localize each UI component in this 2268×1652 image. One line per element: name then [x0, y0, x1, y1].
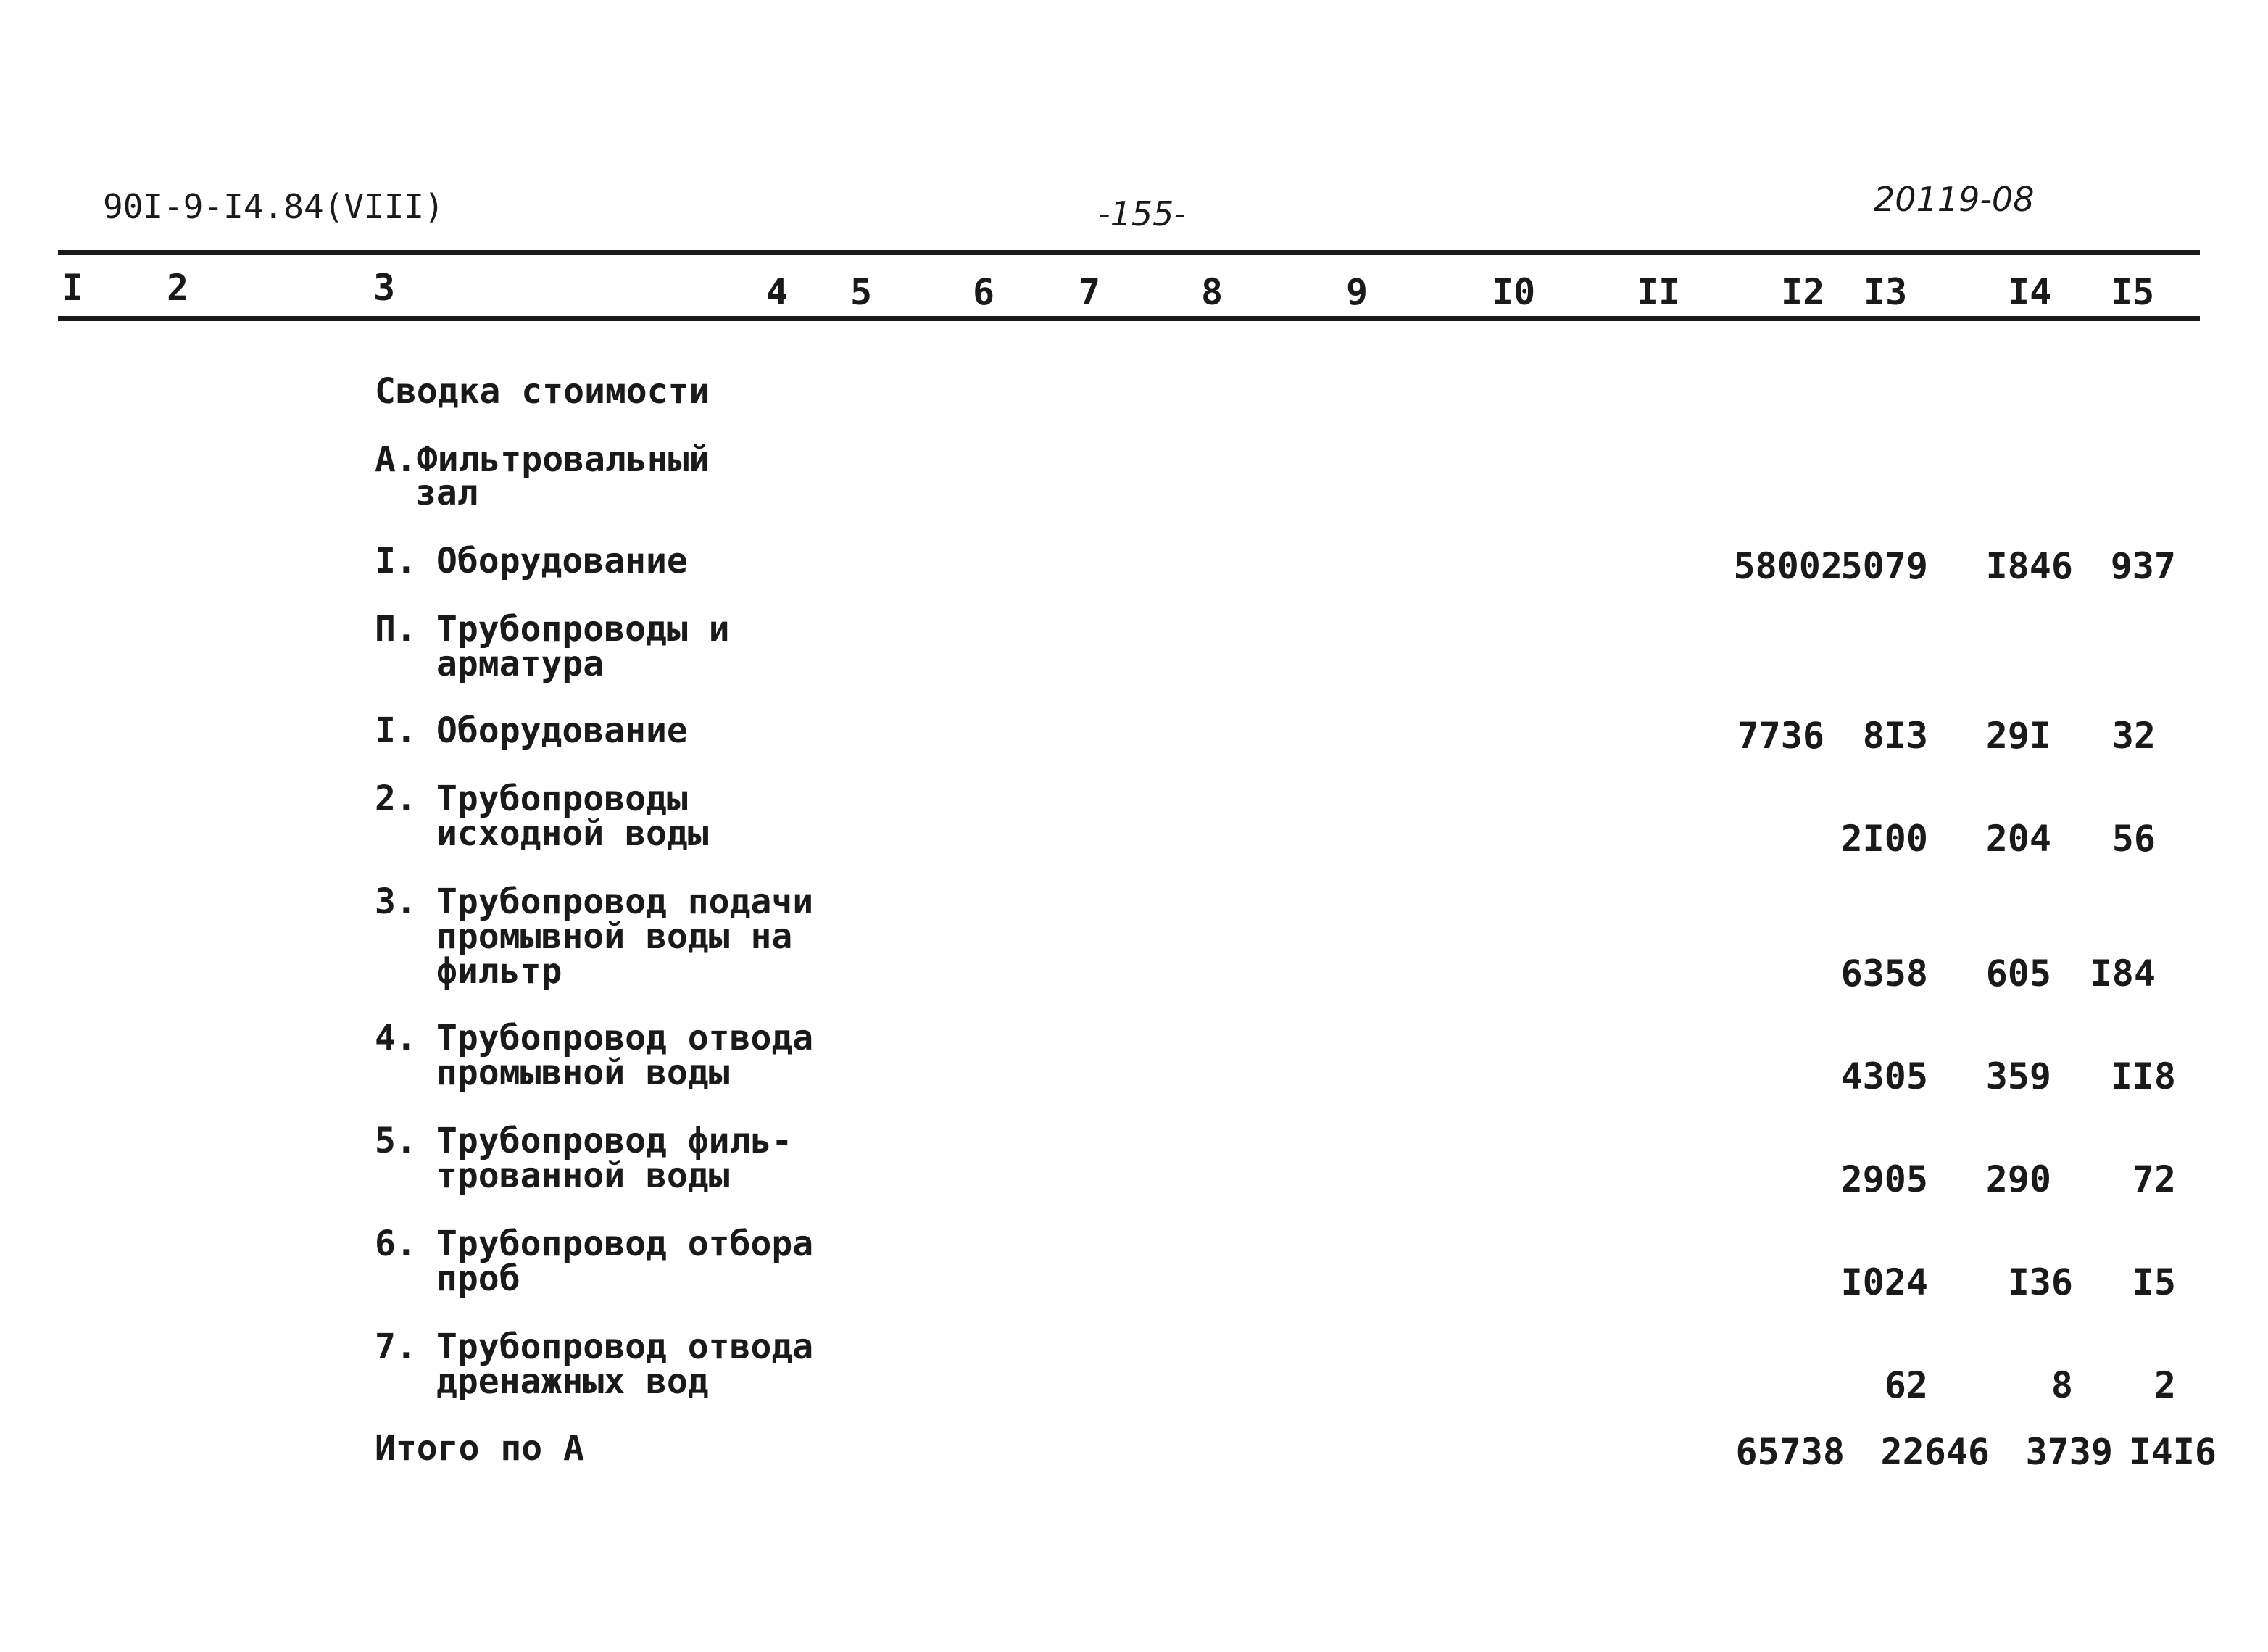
col-15: I5: [2111, 271, 2155, 313]
row-number: П.: [375, 609, 417, 649]
header-rule: [58, 316, 2200, 321]
cell-col14: I846: [1985, 545, 2073, 587]
col-11: II: [1637, 271, 1681, 313]
cell-col14: 290: [1985, 1158, 2051, 1200]
col-8: 8: [1201, 271, 1224, 313]
row-label-cont: дренажных вод: [436, 1361, 709, 1402]
row-number: 6.: [375, 1224, 417, 1264]
cell-col14: I36: [2007, 1261, 2073, 1303]
section-a-title: А.Фильтровальный: [375, 439, 710, 480]
cell-col14: 29I: [1985, 715, 2051, 757]
cell-col15: 32: [2111, 715, 2156, 757]
cell-col14: 359: [1985, 1055, 2051, 1097]
document-code: 90I-9-I4.84(VIII): [103, 187, 444, 226]
col-1: I: [62, 267, 84, 309]
cell-col14: 8: [2051, 1364, 2073, 1406]
cell-col15: 56: [2111, 818, 2156, 860]
cell-col15: I84: [2090, 952, 2156, 995]
section-a-title-cont: зал: [415, 473, 478, 513]
row-label: Трубопровод отвода: [436, 1018, 814, 1058]
col-4: 4: [766, 271, 789, 313]
row-label-cont: арматура: [436, 644, 605, 684]
cell-col13: 8I3: [1862, 715, 1928, 757]
cell-col15: I5: [2132, 1261, 2176, 1303]
row-label: Трубопровод подачи: [436, 881, 814, 922]
row-number: 3.: [375, 881, 417, 922]
row-number: 4.: [375, 1018, 417, 1058]
col-9: 9: [1346, 271, 1368, 313]
row-number: 2.: [375, 779, 417, 819]
cell-col13: 4305: [1840, 1055, 1928, 1097]
col-14: I4: [2008, 271, 2052, 313]
row-number: 5.: [375, 1121, 417, 1161]
row-label: Трубопровод филь-: [436, 1121, 793, 1161]
col-3: 3: [373, 267, 396, 309]
row-label: Оборудование: [436, 710, 688, 751]
cell-col12: 58002: [1733, 545, 1843, 587]
cell-col15: 72: [2132, 1158, 2176, 1200]
cell-col13: 2I00: [1840, 818, 1928, 860]
row-label-cont: трованной воды: [436, 1155, 730, 1196]
row-number: I.: [375, 541, 417, 581]
cell-col13: 6358: [1840, 952, 1928, 995]
row-label: Оборудование: [436, 541, 688, 581]
total-col15: I4I6: [2129, 1431, 2217, 1473]
cell-col14: 605: [1985, 952, 2051, 995]
row-label-cont: фильтр: [436, 951, 562, 992]
summary-title: Сводка стоимости: [375, 371, 710, 412]
col-2: 2: [167, 267, 189, 309]
col-12: I2: [1781, 271, 1825, 313]
cell-col12: 7736: [1737, 715, 1824, 757]
cell-col15: 937: [2110, 545, 2176, 587]
cell-col13: 2905: [1840, 1158, 1928, 1200]
row-label: Трубопроводы: [436, 779, 688, 819]
col-13: I3: [1864, 271, 1908, 313]
row-number: 7.: [375, 1327, 417, 1367]
row-label: Трубопровод отвода: [436, 1327, 814, 1367]
cell-col15: 2: [2153, 1364, 2176, 1406]
row-label-cont: промывной воды на: [436, 916, 793, 957]
row-label-cont: исходной воды: [436, 813, 709, 854]
row-label-cont: проб: [436, 1258, 520, 1299]
col-5: 5: [850, 271, 873, 313]
cell-col13: 5079: [1840, 545, 1928, 587]
row-label-cont: промывной воды: [436, 1053, 730, 1093]
sheet-code: 20119-08: [1874, 180, 2035, 219]
col-6: 6: [973, 271, 995, 313]
row-number: I.: [375, 710, 417, 751]
total-col14: 3739: [2025, 1431, 2113, 1473]
total-col13: 22646: [1880, 1431, 1990, 1473]
page-number: -155-: [1098, 194, 1186, 233]
cell-col15: II8: [2110, 1055, 2176, 1097]
col-10: I0: [1492, 271, 1536, 313]
cell-col14: 204: [1985, 818, 2051, 860]
cell-col13: I024: [1840, 1261, 1928, 1303]
top-rule: [58, 250, 2200, 255]
col-7: 7: [1079, 271, 1101, 313]
cell-col13: 62: [1884, 1364, 1928, 1406]
total-col12: 65738: [1735, 1431, 1845, 1473]
row-label: Трубопровод отбора: [436, 1224, 814, 1264]
row-label: Трубопроводы и: [436, 609, 730, 649]
total-label: Итого по А: [375, 1428, 584, 1469]
